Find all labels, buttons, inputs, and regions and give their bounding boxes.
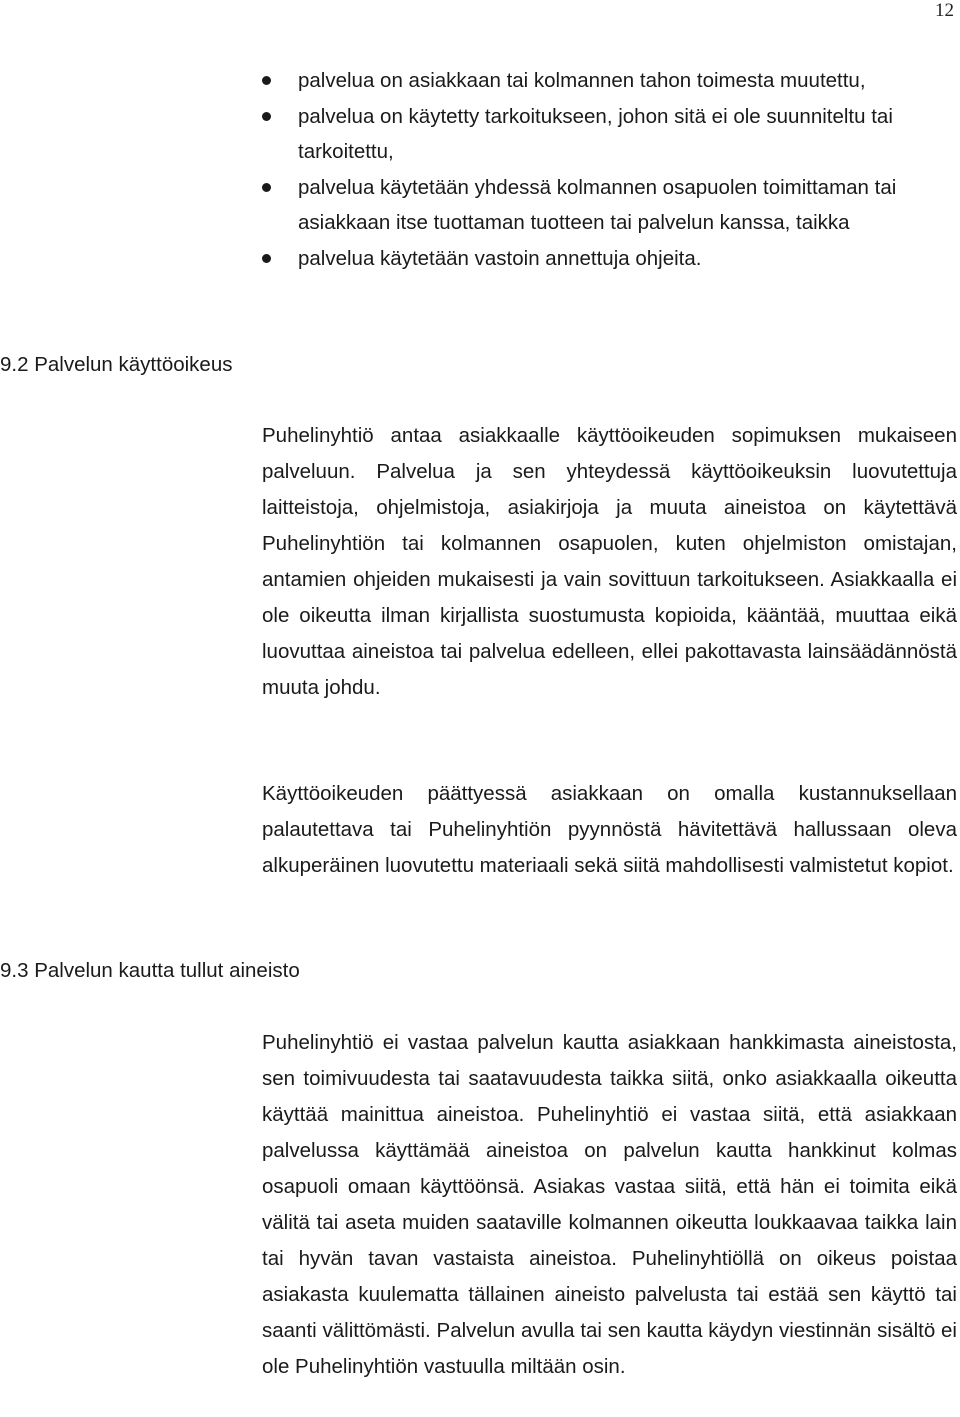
bullet-icon xyxy=(262,112,271,121)
bullet-list xyxy=(262,63,960,276)
page-number: 12 xyxy=(935,0,954,21)
bullet-text: palvelua käytetään vastoin annettuja ohjeita. xyxy=(298,246,702,270)
bullet-icon xyxy=(262,76,271,85)
bullet-text: palvelua on asiakkaan tai kolmannen tahon toimesta muutettu, xyxy=(298,69,866,92)
section-9-2-paragraph-1: Puhelinyhtiö antaa asiakkaalle käyttöoikeuden sopimuksen mukaiseen palveluun. Palvelua ja sen yhteydessä käyttöoikeuksin luovutettuja laitteistoja, ohjelmistoja, asiakirjoja ja muuta aineistoa on käytettävä Puhelinyhtiön tai kolmannen osapuolen, kuten ohjelmiston omistajan, antamien ohjeiden mukaisesti ja vain sovittuun tarkoitukseen. Asiakkaalla ei ole oikeutta ilman kirjallista suostumusta kopioida, kääntää, muuttaa eikä luovuttaa aineistoa tai palvelua edelleen, ellei pakottavasta lainsäädännöstä muuta johdu. xyxy=(262,424,957,699)
bullet-item xyxy=(262,241,960,277)
section-9-3-paragraph-1: Puhelinyhtiö ei vastaa palvelun kautta asiakkaan hankkimasta aineistosta, sen toimivuudesta tai saatavuudesta taikka siitä, onko asiakkaalla oikeutta käyttää mainittua aineistoa. Puhelinyhtiö ei vastaa siitä, että asiakkaan palvelussa käyttämää aineistoa on palvelun kautta hankkinut kolmas osapuoli omaan käyttöönsä. Asiakas vastaa siitä, että hän ei toimita eikä välitä tai aseta muiden saataville kolmannen oikeutta loukkaavaa taikka lain tai hyvän tavan vastaista aineistoa. Puhelinyhtiöllä on oikeus poistaa asiakasta kuulematta tällainen aineisto palvelusta tai estää sen käyttö tai saanti välittömästi. Palvelun avulla tai sen kautta käydyn viestinnän sisältö ei ole Puhelinyhtiön vastuulla miltään osin. xyxy=(262,1031,957,1378)
bullet-icon xyxy=(262,254,271,263)
bullet-icon xyxy=(262,183,271,192)
section-heading-9-2: 9.2 Palvelun käyttöoikeus xyxy=(0,353,233,376)
bullet-item xyxy=(262,170,960,241)
bullet-item xyxy=(262,63,960,99)
section-heading-9-3: 9.3 Palvelun kautta tullut aineisto xyxy=(0,959,300,982)
section-9-2-paragraph-2: Käyttöoikeuden päättyessä asiakkaan on omalla kustannuksellaan palautettava tai Puhelinyhtiön pyynnöstä hävitettävä hallussaan oleva alkuperäinen luovutettu materiaali sekä siitä mahdollisesti valmistetut kopiot. xyxy=(262,782,957,877)
bullet-text: palvelua on käytetty tarkoitukseen, johon sitä ei ole suunniteltu tai tarkoitettu, xyxy=(298,104,893,163)
bullet-text: palvelua käytetään yhdessä kolmannen osapuolen toimittaman tai asiakkaan itse tuottaman tuotteen tai palvelun kanssa, taikka xyxy=(298,175,897,234)
bullet-item xyxy=(262,99,960,170)
